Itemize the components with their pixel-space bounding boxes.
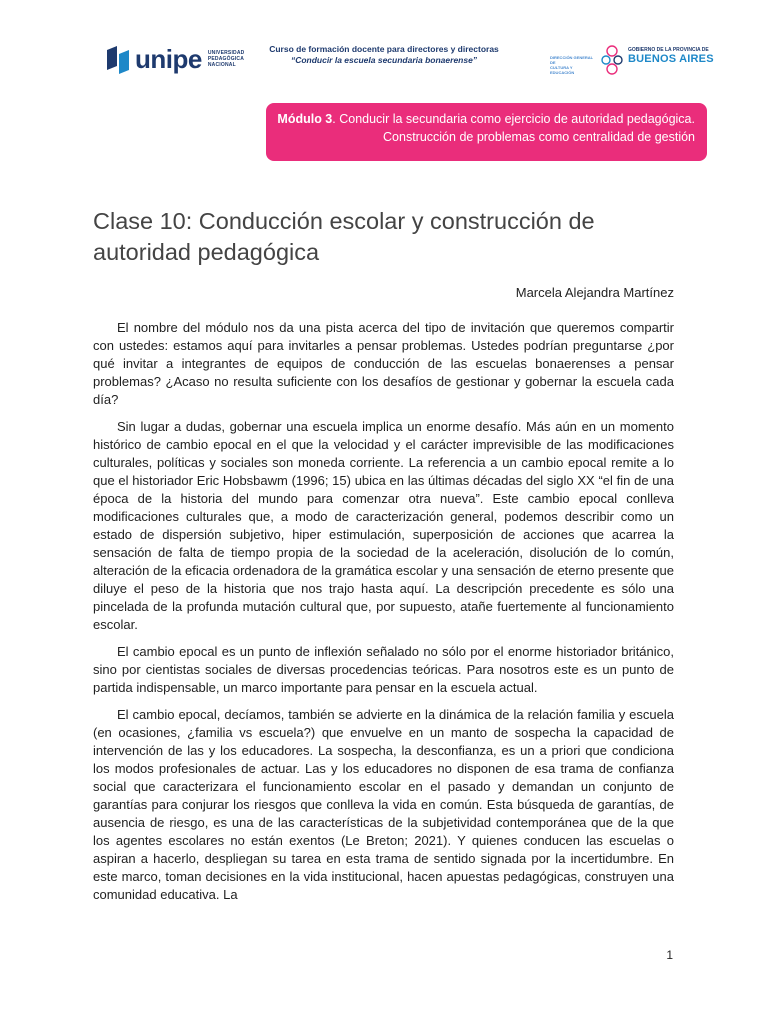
buenos-aires-logo-text: GOBIERNO DE LA PROVINCIA DE BUENOS AIRES: [628, 47, 714, 65]
unipe-logo-icon: [105, 44, 133, 74]
course-title: [262, 44, 506, 66]
module-description: . Conducir la secundaria como ejercicio de autoridad pedagógica. Construcción de problemas como centralidad de gestión: [332, 112, 695, 144]
course-subtitle: “Conducir la escuela secundaria bonaerense”: [290, 55, 478, 65]
page-title: Clase 10: Conducción escolar y construcción de autoridad pedagógica: [93, 208, 595, 265]
page-header: [0, 0, 768, 100]
unipe-logo: [105, 44, 245, 74]
paragraph: El nombre del módulo nos da una pista acerca del tipo de invitación que queremos compartir con ustedes: estamos aquí para invitarles a pensar problemas. Ustedes podrían preguntarse ¿por qué invitar a integrantes de equipos de conducción de las escuelas bonaerenses a pensar problemas? ¿Acaso no resulta suficiente con los desafíos de gestionar y gobernar la escuela cada día?: [93, 320, 674, 407]
unipe-wordmark: unipe: [135, 44, 202, 74]
page-number: 1: [666, 948, 673, 962]
paragraph: El cambio epocal es un punto de inflexión señalado no sólo por el enorme historiador británico, sino por cientistas sociales de diversas procedencias teóricas. Para nosotros este es un punto de partida indispensable, un marco importante para pensar en la escuela actual.: [93, 644, 674, 695]
author-name: Marcela Alejandra Martínez: [515, 285, 674, 300]
module-banner: [266, 103, 707, 161]
paragraph: El cambio epocal, decíamos, también se advierte en la dinámica de la relación familia y escuela (en ocasiones, ¿familia vs escuela?) que envuelve en un manto de sospecha la capacidad de intervención de las y los educadores. La sospecha, la desconfianza, es un a priori que condiciona los modos profesionales de actuar. Las y los educadores no disponen de esa trama de confianza social que caracterizara el funcionamiento escolar en el pasado y demandan un conjunto de garantías para conjurar los riesgos que conlleva la vida en común. Esta búsqueda de garantías, de ausencia de riesgo, es una de las características de la subjetividad contemporánea que de la que los agentes escolares no están exentos (Le Breton; 2021). Y quienes conducen las escuelas o aspiran a hacerlo, despliegan su tarea en esta trama de sentido signada por la incertidumbre. En este marco, toman decisiones en la vida institucional, hacen apuestas pedagógicas, construyen una comunidad educativa. La: [93, 707, 674, 902]
document-body: [93, 319, 674, 913]
course-name: Curso de formación docente para directores y directoras: [269, 44, 499, 54]
unipe-subtitle: UNIVERSIDAD PEDAGÓGICA NACIONAL: [207, 50, 245, 68]
buenos-aires-emblem-icon: [600, 44, 624, 76]
module-label: Módulo 3: [277, 112, 333, 126]
paragraph: Sin lugar a dudas, gobernar una escuela implica un enorme desafío. Más aún en un momento histórico de cambio epocal en el que la velocidad y el carácter imprevisible de las modificaciones culturales, políticas y sociales son moneda corriente. La referencia a un cambio epocal remite a lo que el historiador Eric Hobsbawm (1996; 15) ubica en las últimas décadas del siglo XX “el fin de una época de la historia del mundo para comenzar otra nueva”. Este cambio epocal conlleva modificaciones culturales que, a modo de caracterización general, podemos describir como un estado de dispersión subjetivo, hiper estimulación, superposición de acciones que acarrea la sensación de falta de tiempo propia de la sociedad de la aceleración, disolución de lo común, alteración de la eficacia ordenadora de la gramática escolar y una sensación de eterno presente que diluye el peso de la historia que nos trajo hasta aquí. La descripción precedente es sólo una pincelada de la profunda mutación cultural que, por supuesto, atañe fuertemente al funcionamiento escolar.: [93, 419, 674, 632]
dgce-logo-text: DIRECCIÓN GENERAL DE CULTURA Y EDUCACIÓN: [550, 55, 594, 75]
